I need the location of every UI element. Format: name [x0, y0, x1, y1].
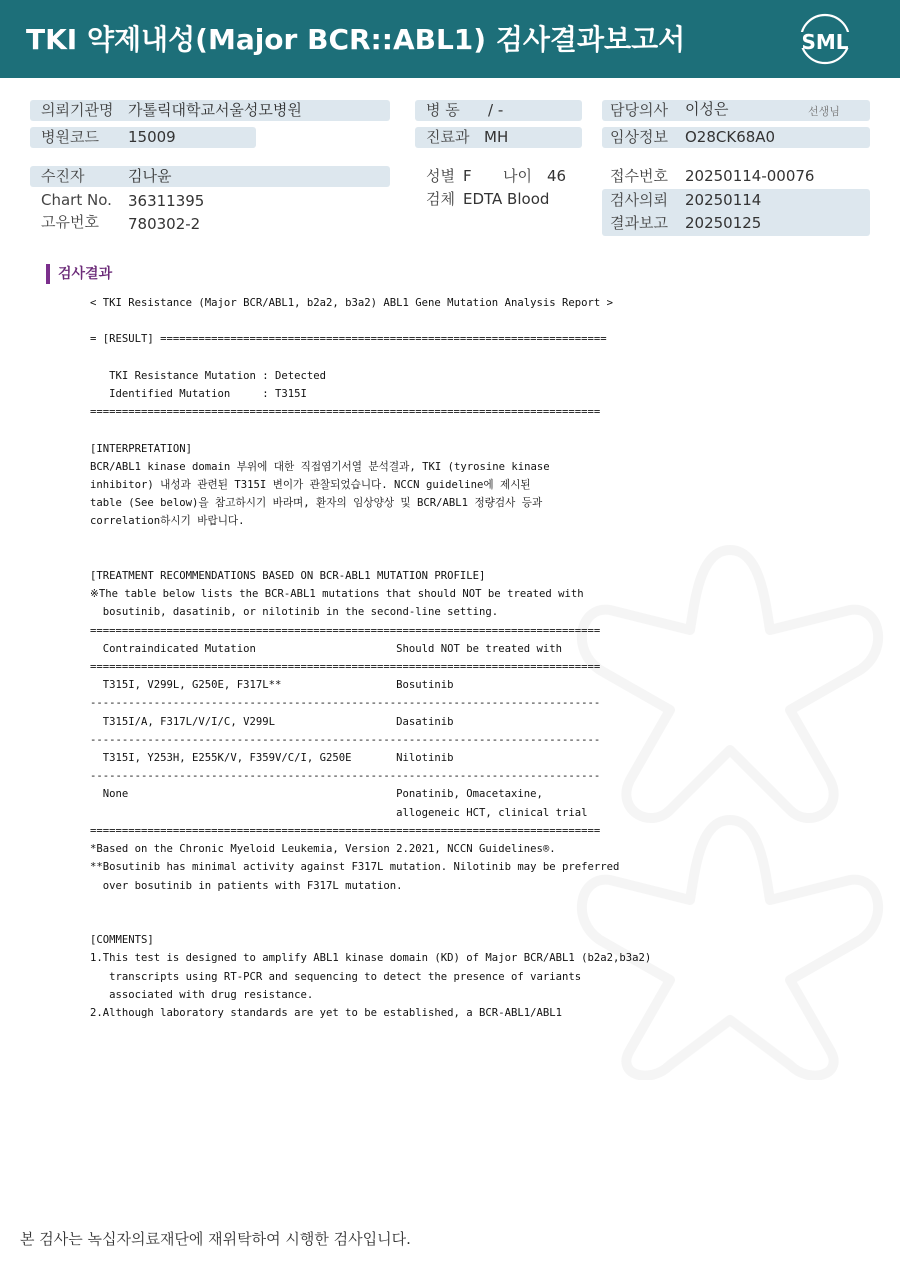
hospital-value: 가톨릭대학교서울성모병원: [128, 101, 302, 119]
hospital-label: 의뢰기관명: [41, 101, 114, 119]
receipt-value: 20250114-00076: [685, 167, 815, 185]
ward-value: / -: [488, 101, 504, 119]
report-header: [0, 0, 900, 78]
age-label: 나이: [503, 167, 532, 185]
section-title: 검사결과: [46, 264, 112, 284]
logo-text: SML: [801, 30, 849, 54]
report-title: TKI 약제내성(Major BCR::ABL1) 검사결과보고서: [26, 23, 686, 56]
id-label: 고유번호: [41, 213, 99, 231]
sex-label: 성별: [426, 167, 455, 185]
clinical-value: O28CK68A0: [685, 128, 776, 146]
request-value: 20250114: [685, 191, 762, 209]
patient-label: 수진자: [41, 167, 85, 185]
doctor-label: 담당의사: [610, 101, 668, 119]
dept-value: MH: [484, 128, 509, 146]
report-date-value: 20250125: [685, 214, 762, 232]
hospital-code-value: 15009: [128, 128, 176, 146]
chart-label: Chart No.: [41, 191, 112, 209]
patient-value: 김나윤: [128, 167, 172, 185]
id-value: 780302-2: [128, 215, 201, 233]
age-value: 46: [547, 167, 567, 185]
chart-value: 36311395: [128, 192, 205, 210]
receipt-label: 접수번호: [610, 167, 668, 185]
sml-logo: [796, 12, 854, 66]
doctor-value: 이성은: [685, 100, 729, 118]
report-body: < TKI Resistance (Major BCR/ABL1, b2a2, b3a2) ABL1 Gene Mutation Analysis Report > = [RESULT] ====================================================================== TKI Resistance Mutation : Detected Identified Mutation : T315I ================================================================================ [INTERPRETATION] BCR/ABL1 kinase domain 부위에 대한 직접염기서열 분석결과, TKI (tyrosine kinase inhibitor) 내성과 관련된 T315I 변이가 관찰되었습니다. NCCN guideline에 제시된 table (See below)을 참고하시기 바라며, 환자의 임상양상 및 BCR/ABL1 정량검사 등과 correlation하시기 바랍니다. [TREATMENT RECOMMENDATIONS BASED ON BCR-ABL1 MUTATION PROFILE] ※The table below lists the BCR-ABL1 mutations that should NOT be treated with bosutinib, dasatinib, or nilotinib in the second-line setting. ================================================================================ Contraindicated Mutation Should NOT be treated with ================================================================================ T315I, V299L, G250E, F317L** Bosutinib -------------------------------------------------------------------------------- T315I/A, F317L/V/I/C, V299L Dasatinib -------------------------------------------------------------------------------- T315I, Y253H, E255K/V, F359V/C/I, G250E Nilotinib -------------------------------------------------------------------------------- None Ponatinib, Omacetaxine, allogeneic HCT, clinical trial ================================================================================ *Based on the Chronic Myeloid Leukemia, Version 2.2021, NCCN Guidelines®. **Bosutinib has minimal activity against F317L mutation. Nilotinib may be preferred over bosutinib in patients with F317L mutation. [COMMENTS] 1.This test is designed to amplify ABL1 kinase domain (KD) of Major BCR/ABL1 (b2a2,b3a2) transcripts using RT-PCR and sequencing to detect the presence of variants associated with drug resistance. 2.Although laboratory standards are yet to be established, a BCR-ABL1/ABL1: [90, 297, 652, 1019]
specimen-value: EDTA Blood: [463, 190, 550, 208]
specimen-label: 검체: [426, 190, 455, 208]
doctor-suffix: 선생님: [808, 105, 840, 118]
hospital-code-label: 병원코드: [41, 128, 99, 146]
footer-note: 본 검사는 녹십자의료재단에 재위탁하여 시행한 검사입니다.: [20, 1230, 411, 1248]
sex-value: F: [463, 167, 472, 185]
report-date-label: 결과보고: [610, 214, 668, 232]
dept-label: 진료과: [426, 128, 470, 146]
request-label: 검사의뢰: [610, 191, 668, 209]
clinical-label: 임상정보: [610, 128, 668, 146]
ward-label: 병 동: [426, 101, 460, 119]
